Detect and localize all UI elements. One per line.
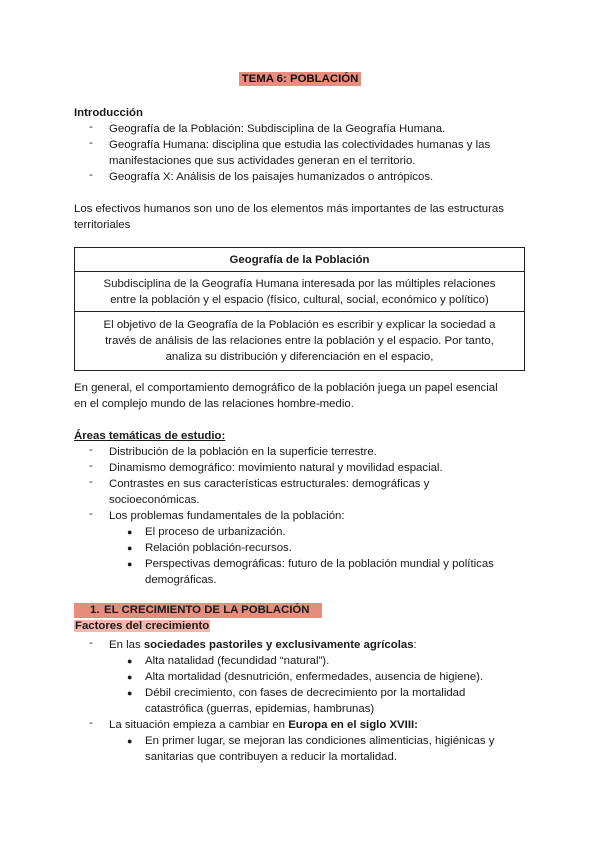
sub-item: Alta mortalidad (desnutrición, enfermedades, ausencia de higiene). (145, 671, 484, 683)
table-row-line: entre la población y el espacio (físico, cultural, social, económico y político) (110, 294, 489, 306)
definition-table (74, 247, 525, 371)
table-row-line: Subdisciplina de la Geografía Humana interesada por las múltiples relaciones (103, 278, 496, 290)
paragraph-line: en el complejo mundo de las relaciones hombre-medio. (74, 398, 354, 410)
list-item (109, 637, 417, 653)
section-number: 1. (90, 604, 100, 616)
list-item: Geografía de la Población: Subdisciplina de la Geografía Humana. (109, 123, 446, 135)
list-dash: - (89, 476, 93, 488)
paragraph-line: territoriales (74, 219, 131, 231)
sub-item-cont: sanitarias que contribuyen a reducir la mortalidad. (145, 751, 397, 763)
list-dash: - (89, 637, 93, 649)
sub-item: Perspectivas demográficas: futuro de la población mundial y políticas (145, 558, 494, 570)
list-item: Geografía Humana: disciplina que estudia las colectividades humanas y las (109, 139, 491, 151)
list-dash: - (89, 169, 93, 181)
table-row-line: El objetivo de la Geografía de la Población es escribir y explicar la sociedad a (103, 319, 496, 331)
list-item-cont: socioeconómicas. (109, 494, 200, 506)
table-row-line: analiza su distribución y diferenciación en el espacio, (165, 351, 434, 363)
page-title (0, 73, 600, 85)
list-item: Distribución de la población en la superficie terrestre. (109, 446, 377, 458)
bullet-icon: ● (127, 543, 133, 553)
bullet-icon: ● (127, 559, 133, 569)
list-item-pre: La situación empieza a cambiar en (109, 719, 289, 731)
list-item: Dinamismo demográfico: movimiento natural y movilidad espacial. (109, 462, 443, 474)
areas-heading (74, 428, 225, 444)
bullet-icon: ● (127, 656, 133, 666)
bullet-icon: ● (127, 672, 133, 682)
table-header: Geografía de la Población (75, 248, 524, 272)
list-item (109, 717, 418, 733)
list-item: Los problemas fundamentales de la población: (109, 510, 345, 522)
paragraph-line: Los efectivos humanos son uno de los elementos más importantes de las estructuras (74, 203, 504, 215)
sub-item: Relación población-recursos. (145, 542, 292, 554)
list-dash: - (89, 444, 93, 456)
list-item-bold: Europa en el siglo XVIII: (288, 719, 418, 731)
paragraph-line: En general, el comportamiento demográfico de la población juega un papel esencial (74, 382, 498, 394)
sub-item-cont: catastrófica (guerras, epidemias, hambrunas) (145, 703, 375, 715)
sub-item: Débil crecimiento, con fases de decrecimiento por la mortalidad (145, 687, 466, 699)
list-item-bold: sociedades pastoriles y exclusivamente agrícolas (143, 639, 414, 651)
table-row-line: través de análisis de las relaciones entre la población y el espacio. Por tanto, (105, 335, 494, 347)
list-dash: - (89, 460, 93, 472)
bullet-icon: ● (127, 736, 133, 746)
page-title-text: TEMA 6: POBLACIÓN (239, 72, 362, 86)
list-item-pre: En las (109, 639, 144, 651)
section-heading (74, 603, 322, 618)
sub-item: En primer lugar, se mejoran las condiciones alimenticias, higiénicas y (145, 735, 495, 747)
section-title: EL CRECIMIENTO DE LA POBLACIÓN (104, 604, 310, 616)
list-dash: - (89, 137, 93, 149)
list-dash: - (89, 121, 93, 133)
list-item: Geografía X: Análisis de los paisajes humanizados o antrópicos. (109, 171, 434, 183)
list-item-post: : (413, 639, 417, 651)
subheading-text: Factores del crecimiento (75, 620, 210, 632)
bullet-icon: ● (127, 688, 133, 698)
list-dash: - (89, 508, 93, 520)
sub-item-cont: demográficas. (145, 574, 217, 586)
areas-heading-text: Áreas temáticas de estudio: (74, 430, 226, 442)
table-row (75, 312, 524, 370)
sub-item: Alta natalidad (fecundidad “natural”). (145, 655, 330, 667)
sub-item: El proceso de urbanización. (145, 526, 286, 538)
list-item: Contrastes en sus características estructurales: demográficas y (109, 478, 430, 490)
subheading (74, 619, 210, 634)
intro-heading: Introducción (74, 107, 143, 119)
table-row (75, 272, 524, 312)
list-item-cont: manifestaciones que sus actividades generan en el territorio. (109, 155, 416, 167)
bullet-icon: ● (127, 527, 133, 537)
list-dash: - (89, 717, 93, 729)
